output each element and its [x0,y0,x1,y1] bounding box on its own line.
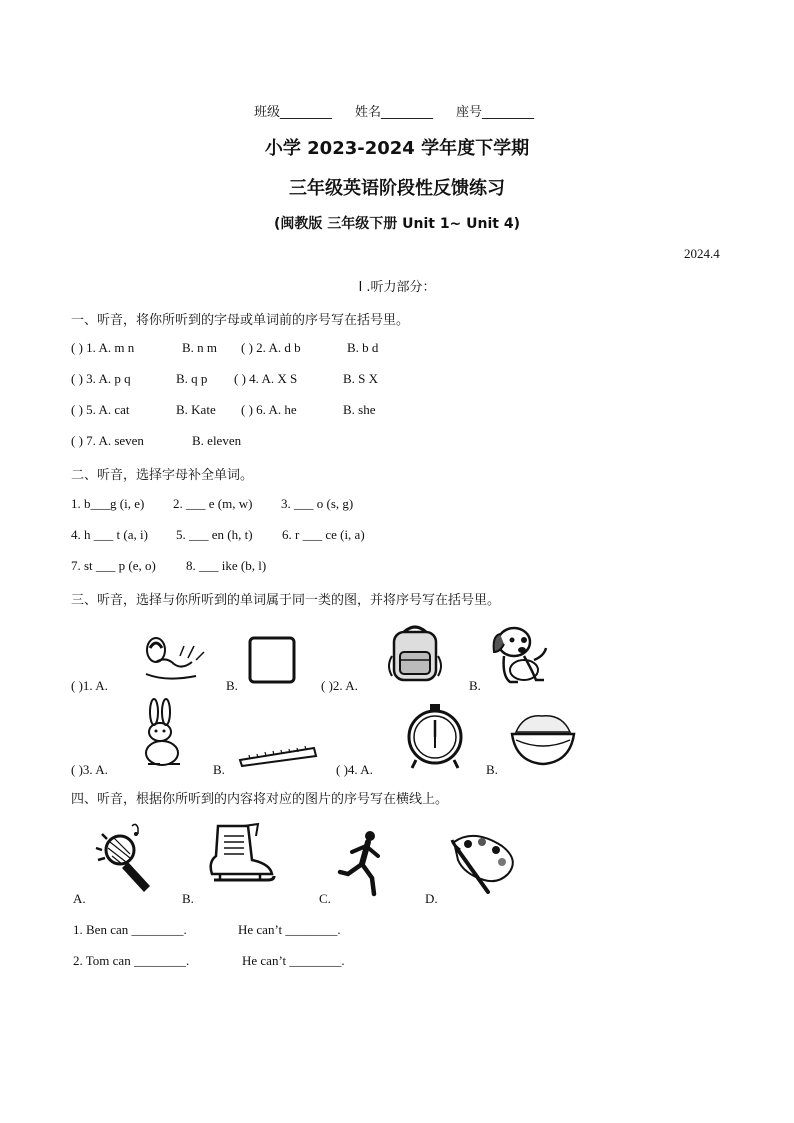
s2-q7: 7. st ___ p (e, o) [71,558,156,573]
page-title: 小学 2023-2024 学年度下学期 [264,138,530,159]
name-field: 姓名________ [355,105,434,120]
square-board-picture [246,634,298,686]
section1-heading: 一、听音，将你所听到的字母或单词前的序号写在括号里。 [71,313,410,328]
s3-q1-b-label: B. [226,678,238,693]
class-field: 班级________ [254,105,333,120]
s4-label-d: D. [425,891,438,906]
s4-line2-cant: He can’t ________. [242,953,345,968]
s1-q1-b: B. n m [182,340,218,355]
exam-date: 2024.4 [684,246,720,261]
s3-q2-b-label: B. [469,678,481,693]
microphone-picture [92,820,162,896]
s2-q6: 6. r ___ ce (i, a) [282,527,365,542]
s4-label-c: C. [319,891,331,906]
s1-q4-b: B. S X [343,371,379,386]
page-subtitle: 三年级英语阶段性反馈练习 [289,178,505,199]
s3-q3-b-label: B. [213,762,225,777]
swimming-picture [136,630,208,684]
rabbit-picture [136,698,186,768]
section4-heading: 四、听音，根据你所听到的内容将对应的图片的序号写在横线上。 [71,792,449,807]
s1-q6: ( ) 6. A. he [241,402,297,417]
s2-q2: 2. ___ e (m, w) [173,496,253,511]
s1-q1: ( ) 1. A. m n [71,340,135,355]
dog-picture [488,620,552,686]
s3-q4-b-label: B. [486,762,498,777]
s2-q4: 4. h ___ t (a, i) [71,527,148,542]
s1-q3-b: B. q p [176,371,208,386]
s3-q1-label: ( )1. A. [71,678,108,693]
s3-q4-label: ( )4. A. [336,762,373,777]
section3-heading: 三、听音，选择与你所听到的单词属于同一类的图，并将序号写在括号里。 [71,593,501,608]
rice-bowl-picture [508,712,578,768]
s1-q4: ( ) 4. A. X S [234,371,298,386]
seat-field: 座号________ [456,105,535,120]
part-heading: I .听力部分： [358,280,436,295]
edition-note: (闽教版 三年级下册 Unit 1~ Unit 4) [273,216,521,232]
ice-skate-picture [200,822,276,892]
s1-q2: ( ) 2. A. d b [241,340,301,355]
s2-q5: 5. ___ en (h, t) [176,527,253,542]
s1-q5-b: B. Kate [176,402,216,417]
s2-q8: 8. ___ ike (b, l) [186,558,267,573]
backpack-picture [384,622,446,684]
s1-q2-b: B. b d [347,340,379,355]
s4-line2-can: 2. Tom can ________. [73,953,190,968]
s3-q3-label: ( )3. A. [71,762,108,777]
s4-label-a: A. [73,891,86,906]
section2-heading: 二、听音，选择字母补全单词。 [71,468,254,483]
painting-picture [448,832,522,898]
s1-q7-b: B. eleven [192,433,242,448]
s3-q2-label: ( )2. A. [321,678,358,693]
s1-q5: ( ) 5. A. cat [71,402,130,417]
clock-picture [404,704,466,770]
s2-q3: 3. ___ o (s, g) [281,496,354,511]
s1-q6-b: B. she [343,402,376,417]
s4-label-b: B. [182,891,194,906]
s1-q7: ( ) 7. A. seven [71,433,144,448]
s4-line1-cant: He can’t ________. [238,922,341,937]
s2-q1: 1. b___g (i, e) [71,496,145,511]
runner-picture [336,828,390,896]
ruler-picture [238,744,318,768]
s1-q3: ( ) 3. A. p q [71,371,131,386]
s4-line1-can: 1. Ben can ________. [73,922,187,937]
